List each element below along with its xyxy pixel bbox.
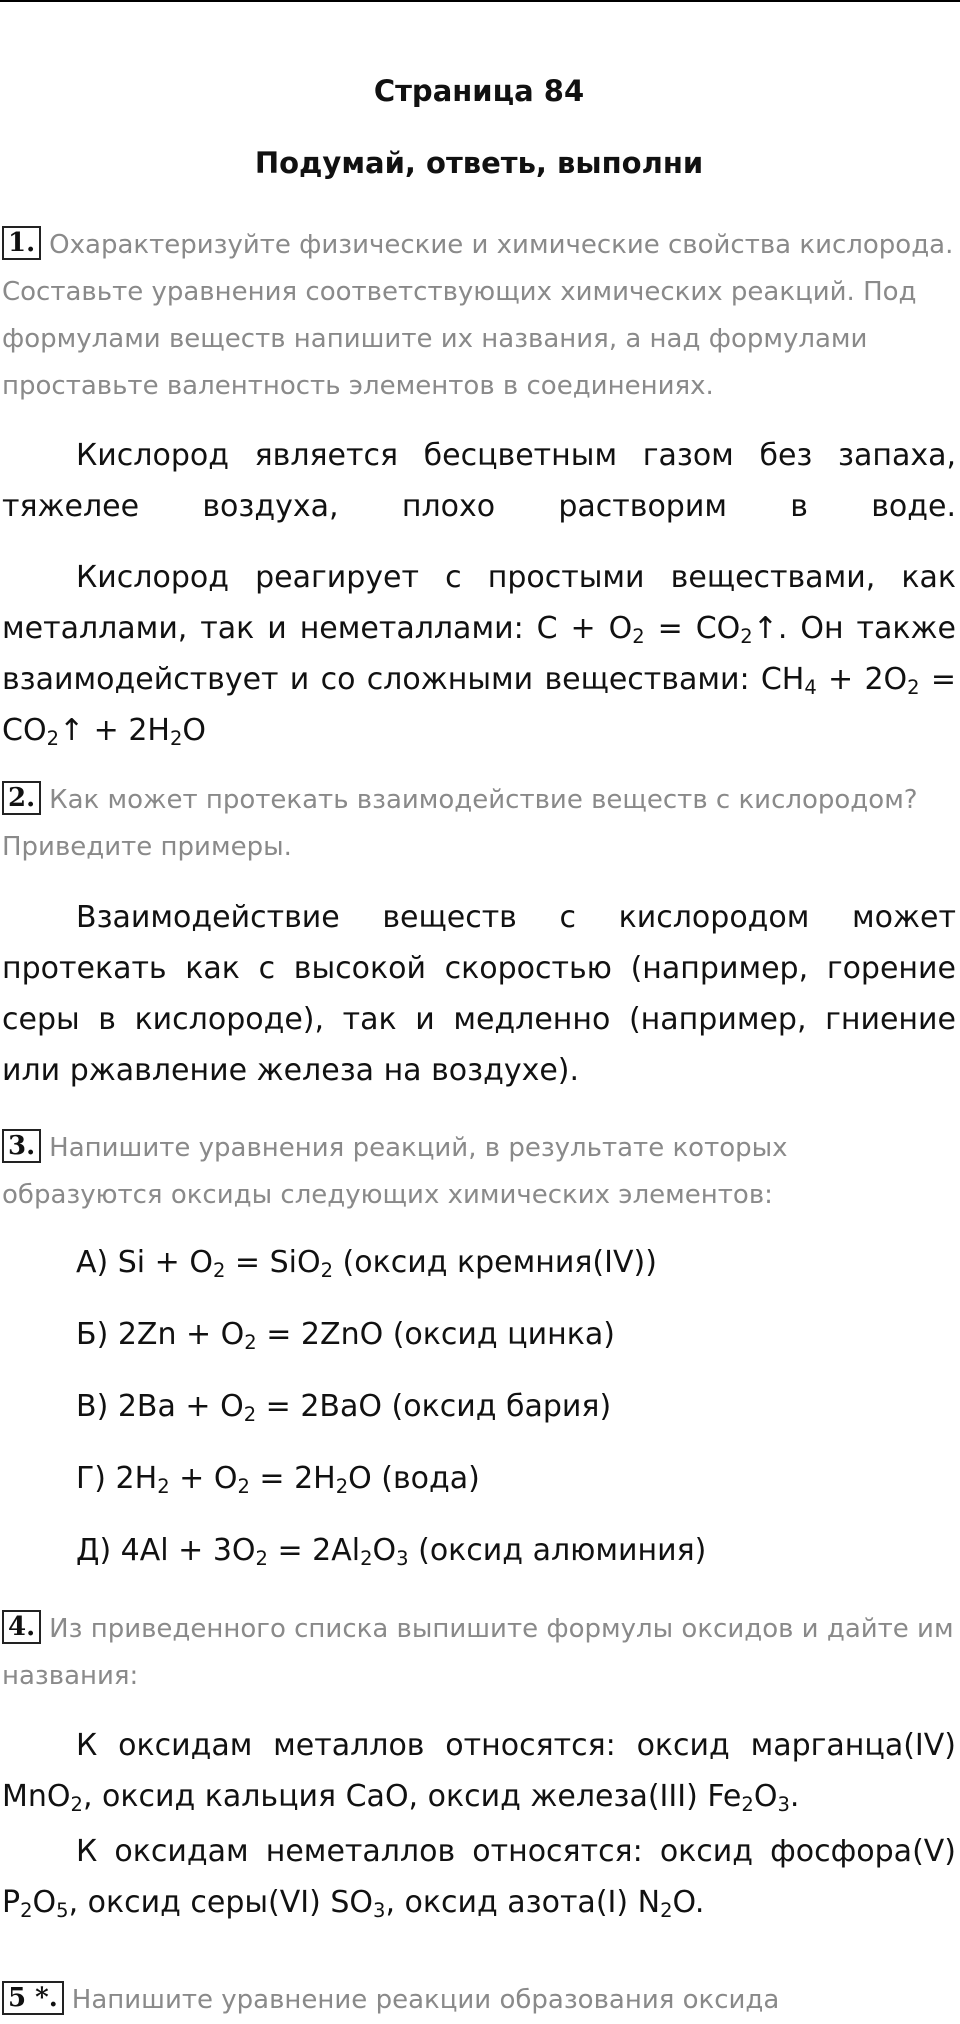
question-text: Напишите уравнения реакций, в результате которых образуются оксиды следующих химических элементов: xyxy=(2,1133,788,1210)
top-border xyxy=(0,0,960,2)
question-1 xyxy=(2,222,956,410)
question-text: Охарактеризуйте физические и химические свойства кислорода. Составьте уравнения соответствующих химических реакций. Под формулами веществ напишите их названия, а над формулами проставьте валентность элементов в соединениях. xyxy=(2,230,954,401)
question-number: 5 *. xyxy=(2,1981,64,2015)
question-3 xyxy=(2,1125,956,1219)
question-text: Из приведенного списка выпишите формулы оксидов и дайте им названия: xyxy=(2,1614,954,1691)
question-number: 2. xyxy=(2,781,41,815)
answer-1-paragraph-2: Кислород реагирует с простыми веществами, как металлами, так и неметаллами: $С + О_2$ = $СО_2↑$. Он также взаимодействует и со сложными веществами: $CH_4 + 2O_2$ = $CO_2↑ + 2H_2O$ xyxy=(2,560,956,750)
question-number: 3. xyxy=(2,1129,41,1163)
answer-4-metals: К оксидам металлов относятся: оксид марганца(IV) MnO$_2$, оксид кальция CaO, оксид железа(III) $Fe_2O_3$. xyxy=(2,1728,956,1816)
question-text: Как может протекать взаимодействие веществ с кислородом? Приведите примеры. xyxy=(2,785,918,862)
question-text: Напишите уравнение реакции образования оксида xyxy=(71,1985,780,2015)
equation-c: В) $2Ba + O_2 = 2BaO$ (оксид бария) xyxy=(76,1389,612,1426)
answer-4-nonmetals: К оксидам неметаллов относятся: оксид фосфора(V) $P_2O_5$, оксид серы(VI) $SO_3$, оксид азота(I) $N_2O$. xyxy=(2,1834,956,1922)
answer-2: Взаимодействие веществ с кислородом может протекать как с высокой скоростью (например, горение серы в кислороде), так и медленно (например, гниение или ржавление железа на воздухе). xyxy=(2,900,956,1088)
question-4 xyxy=(2,1606,956,1700)
page-title: Страница 84 xyxy=(373,74,585,108)
question-number: 4. xyxy=(2,1610,41,1644)
equation-a: А) $Si + O_2 = SiO_2$ (оксид кремния(IV)) xyxy=(76,1245,657,1282)
equation-b: Б) $2Zn + O_2 = 2ZnO$ (оксид цинка) xyxy=(76,1317,615,1354)
equation-d: Г) $2H_2 + O_2 = 2H_2O$ (вода) xyxy=(76,1461,480,1498)
question-5 xyxy=(2,1977,956,2024)
question-2 xyxy=(2,777,956,871)
equation-e: Д) $4Al + 3O_2 = 2Al_2O_3$ (оксид алюминия) xyxy=(76,1533,707,1570)
section-title: Подумай, ответь, выполни xyxy=(254,146,704,180)
answer-1-paragraph-1: Кислород является бесцветным газом без запаха, тяжелее воздуха, плохо растворим в воде. xyxy=(2,438,956,524)
question-number: 1. xyxy=(2,226,41,260)
